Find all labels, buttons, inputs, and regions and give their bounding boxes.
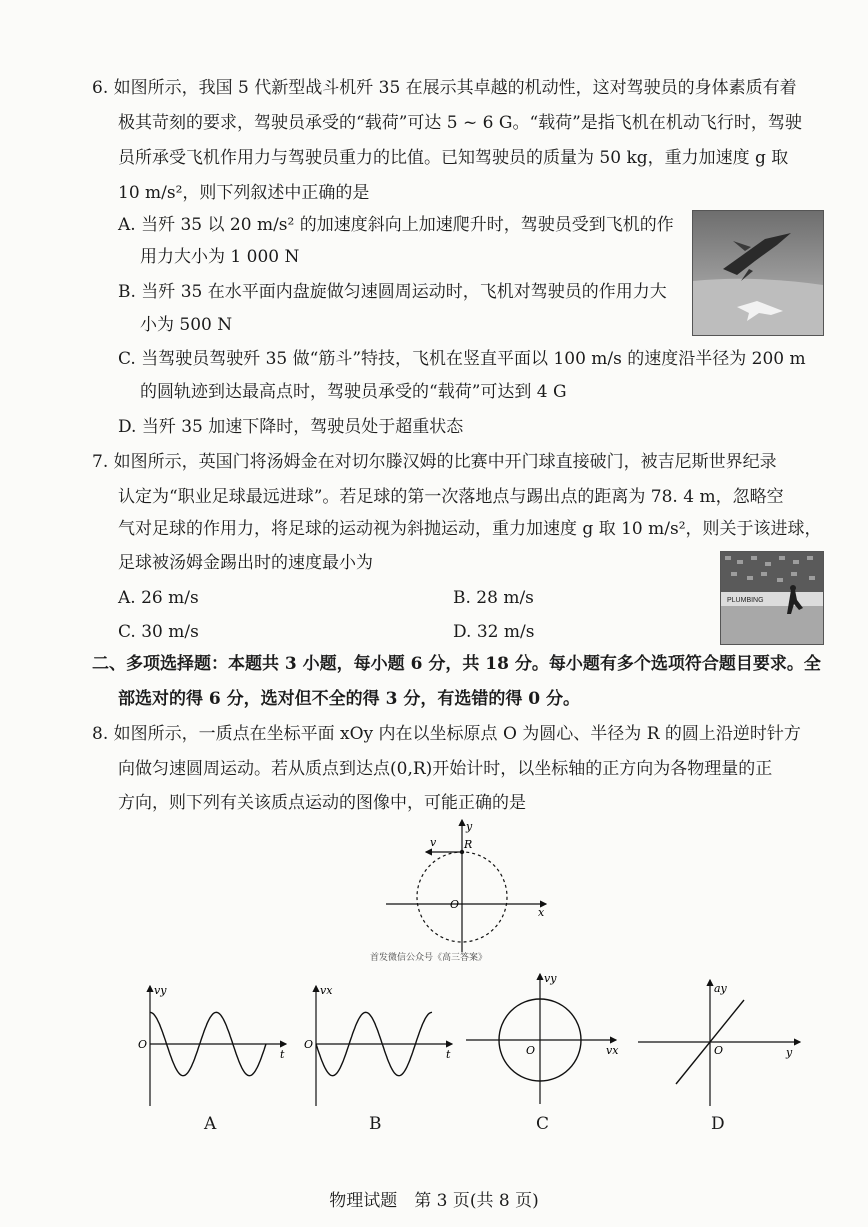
- page-footer: 物理试题 第 3 页(共 8 页): [329, 1191, 539, 1211]
- graph-d-caption: D: [711, 1114, 725, 1134]
- q8-line-3: 方向，则下列有关该质点运动的图像中，可能正确的是: [118, 793, 526, 813]
- q6-option-c-line-1: C. 当驾驶员驾驶歼 35 做“筋斗”特技，飞机在竖直平面以 100 m/s 的速度沿半径为 200 m: [118, 349, 806, 369]
- q6-option-c-line-2: 的圆轨迹到达最高点时，驾驶员承受的“载荷”可达到 4 G: [140, 382, 567, 402]
- graph-c-x-label: vx: [606, 1044, 619, 1057]
- graph-a-y-label: vy: [154, 984, 167, 997]
- graph-d: [636, 972, 806, 1108]
- graph-b-y-label: vx: [320, 984, 333, 997]
- graph-a: [134, 978, 294, 1108]
- q6-option-a-line-1: A. 当歼 35 以 20 m/s² 的加速度斜向上加速爬升时，驾驶员受到飞机的作: [118, 215, 674, 235]
- graph-c-caption: C: [536, 1114, 550, 1134]
- graph-a-origin: O: [138, 1038, 148, 1051]
- graph-d-origin: O: [714, 1044, 724, 1057]
- q7-line-2: 认定为“职业足球最远进球”。若足球的第一次落地点与踢出点的距离为 78. 4 m，忽略空: [118, 487, 784, 507]
- graph-b-caption: B: [369, 1114, 382, 1134]
- q7-option-a: A. 26 m/s: [118, 588, 199, 608]
- q8-line-1: 8. 如图所示，一质点在坐标平面 xOy 内在以坐标原点 O 为圆心、半径为 R 的圆上沿逆时针方: [92, 724, 801, 744]
- q6-option-b-line-2: 小为 500 N: [140, 315, 233, 335]
- q6-option-b-line-1: B. 当歼 35 在水平面内盘旋做匀速圆周运动时，飞机对驾驶员的作用力大: [118, 282, 667, 302]
- graph-b: [300, 978, 460, 1108]
- fighter-jet-photo: [692, 210, 824, 336]
- graph-b-x-label: t: [446, 1048, 451, 1061]
- q8-line-2: 向做匀速圆周运动。若从质点到达点(0,R)开始计时，以坐标轴的正方向为各物理量的正: [118, 759, 773, 779]
- q6-option-d: D. 当歼 35 加速下降时，驾驶员处于超重状态: [118, 417, 464, 437]
- graph-a-caption: A: [204, 1114, 217, 1134]
- watermark-text: 首发微信公众号《高三答案》: [370, 953, 488, 963]
- r-label: R: [464, 838, 473, 851]
- graph-c-origin: O: [526, 1044, 536, 1057]
- q7-line-1: 7. 如图所示，英国门将汤姆金在对切尔滕汉姆的比赛中开门球直接破门，被吉尼斯世界纪录: [92, 452, 777, 472]
- q6-line-2: 极其苛刻的要求，驾驶员承受的“载荷”可达 5 ~ 6 G。“载荷”是指飞机在机动飞行时，驾驶: [118, 113, 802, 133]
- q6-option-a-line-2: 用力大小为 1 000 N: [140, 247, 300, 267]
- q7-line-4: 足球被汤姆金踢出时的速度最小为: [118, 553, 373, 573]
- y-axis-label: y: [466, 820, 473, 833]
- graph-d-x-label: y: [786, 1046, 793, 1059]
- graph-c: [462, 966, 622, 1106]
- q7-option-b: B. 28 m/s: [453, 588, 534, 608]
- football-photo: [720, 551, 824, 645]
- graph-c-y-label: vy: [544, 972, 557, 985]
- q7-option-d: D. 32 m/s: [453, 622, 535, 642]
- q6-line-3: 员所承受飞机作用力与驾驶员重力的比值。已知驾驶员的质量为 50 kg，重力加速度 g 取: [118, 148, 789, 168]
- graph-d-y-label: ay: [714, 982, 727, 995]
- section-2-header-line-1: 二、多项选择题：本题共 3 小题，每小题 6 分，共 18 分。每小题有多个选项符合题目要求。全: [92, 654, 821, 674]
- origin-label: O: [450, 898, 460, 911]
- q6-line-4: 10 m/s²，则下列叙述中正确的是: [118, 183, 370, 203]
- q7-option-c: C. 30 m/s: [118, 622, 199, 642]
- x-axis-label: x: [538, 906, 545, 919]
- graph-b-origin: O: [304, 1038, 314, 1051]
- ad-board-text: PLUMBING: [727, 597, 764, 604]
- section-2-header-line-2: 部选对的得 6 分，选对但不全的得 3 分，有选错的得 0 分。: [118, 689, 580, 709]
- q6-line-1: 6. 如图所示，我国 5 代新型战斗机歼 35 在展示其卓越的机动性，这对驾驶员的身体素质有着: [92, 78, 797, 98]
- graph-a-x-label: t: [280, 1048, 285, 1061]
- q7-line-3: 气对足球的作用力，将足球的运动视为斜抛运动，重力加速度 g 取 10 m/s²，则关于该进球，: [118, 519, 822, 539]
- velocity-label: v: [430, 836, 437, 849]
- circle-motion-figure: [380, 816, 550, 956]
